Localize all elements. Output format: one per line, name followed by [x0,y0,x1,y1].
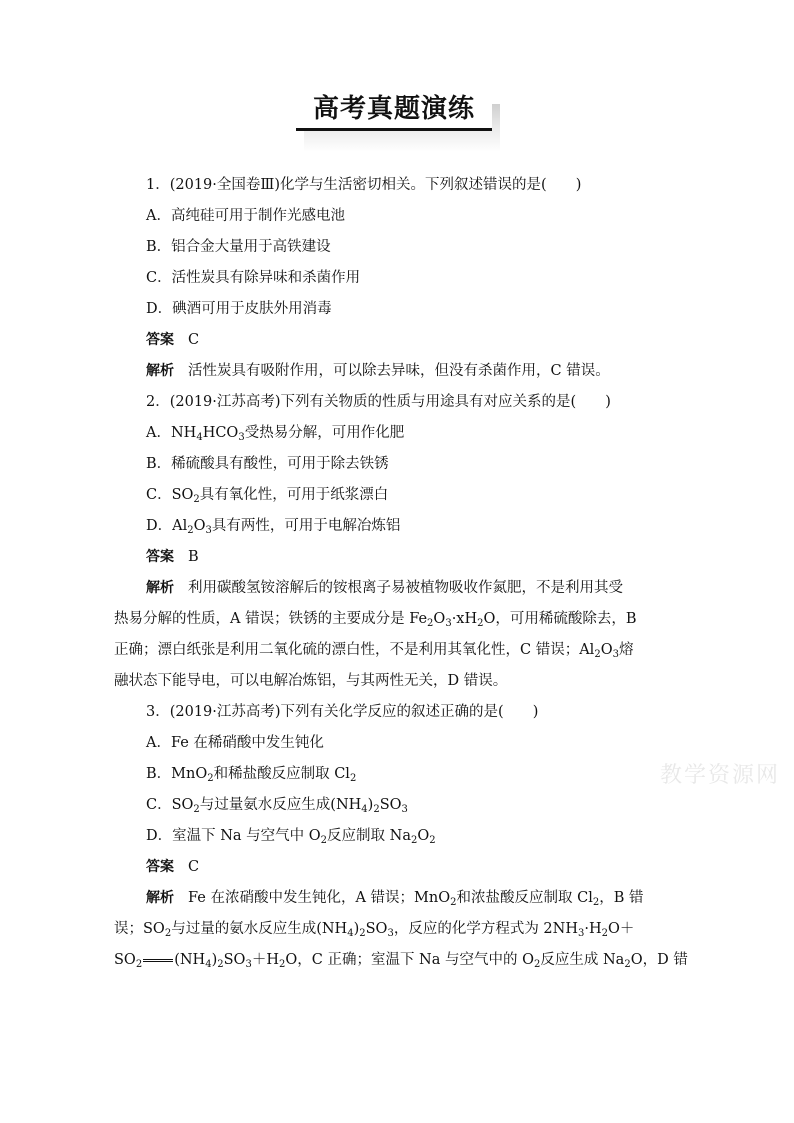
q3-analysis: 解析 Fe 在浓硝酸中发生钝化，A 错误；MnO$_2$和浓盐酸反应制取 $Cl_2$，B 错 误；$SO_2$与过量的氨水反应生成$(NH_4)_2SO_3$，反应的化学方程式为 $2NH_3\cdot H_2O+$ $SO_2$ $(NH_4)_2SO_3+H_2O$，C 正确；室温下 Na 与空气中的 $O_2$反应生成 $Na_2O$，D 错 [114,890,688,970]
answer-value: C [188,332,200,348]
analysis-text: 活性炭具有吸附作用，可以除去异味，但没有杀菌作用，C 错误。 [188,363,610,379]
title-block [296,90,500,152]
q2-answer [114,542,684,573]
q3-option-b: B．MnO$_2$和稀盐酸反应制取 $Cl_2$ [146,766,357,784]
answer-label: 答案 [146,549,174,565]
q3-option-d: D．室温下 Na 与空气中 $O_2$反应制取 $Na_2O_2$ [146,828,436,846]
q2-option-a: A．$NH_4HCO_3$受热易分解，可用作化肥 [146,425,405,443]
q1-analysis [114,356,684,387]
q1-option-b: B．铝合金大量用于高铁建设 [146,239,331,255]
q3-stem: 3．(2019·江苏高考)下列有关化学反应的叙述正确的是( ) [146,704,539,720]
q1-option-a: A．高纯硅可用于制作光感电池 [146,208,345,224]
q2-stem: 2．(2019·江苏高考)下列有关物质的性质与用途具有对应关系的是( ) [146,394,611,410]
q2-option-b: B．稀硫酸具有酸性，可用于除去铁锈 [146,456,389,472]
q1-stem: 1．(2019·全国卷Ⅲ)化学与生活密切相关。下列叙述错误的是( ) [146,177,582,193]
question-content [114,170,688,976]
q1-option-d: D．碘酒可用于皮肤外用消毒 [146,301,332,317]
watermark: 教学资源网 [660,763,781,788]
answer-label: 答案 [146,332,174,348]
q1-answer [114,325,684,356]
q1-option-c: C．活性炭具有除异味和杀菌作用 [146,270,361,286]
q2-option-d: D．$Al_2O_3$具有两性，可用于电解冶炼铝 [146,518,401,536]
q3-option-a: A．Fe 在稀硝酸中发生钝化 [146,735,324,751]
q3-option-c: C．$SO_2$与过量氨水反应生成$(NH_4)_2SO_3$ [146,797,408,815]
equation-double-line [143,959,173,962]
q3-answer [114,852,684,883]
analysis-label: 解析 [146,890,174,906]
answer-value: C [188,859,200,875]
answer-value: B [188,549,199,565]
q2-option-c: C．$SO_2$具有氧化性，可用于纸浆漂白 [146,487,389,505]
answer-label: 答案 [146,859,174,875]
page-title: 高考真题演练 [296,90,492,131]
analysis-label: 解析 [146,363,174,379]
analysis-label: 解析 [146,580,174,596]
q2-analysis: 解析 利用碳酸氢铵溶解后的铵根离子易被植物吸收作氮肥，不是利用其受 热易分解的性质，A 错误；铁锈的主要成分是 $Fe_2O_3\cdot xH_2O$，可用稀硫酸除去，B 正确；漂白纸张是利用二氧化硫的漂白性，不是利用其氧化性，C 错误；$Al_2O_3$熔 融状态下能导电，可以电解冶炼铝，与其两性无关，D 错误。 [114,580,637,689]
